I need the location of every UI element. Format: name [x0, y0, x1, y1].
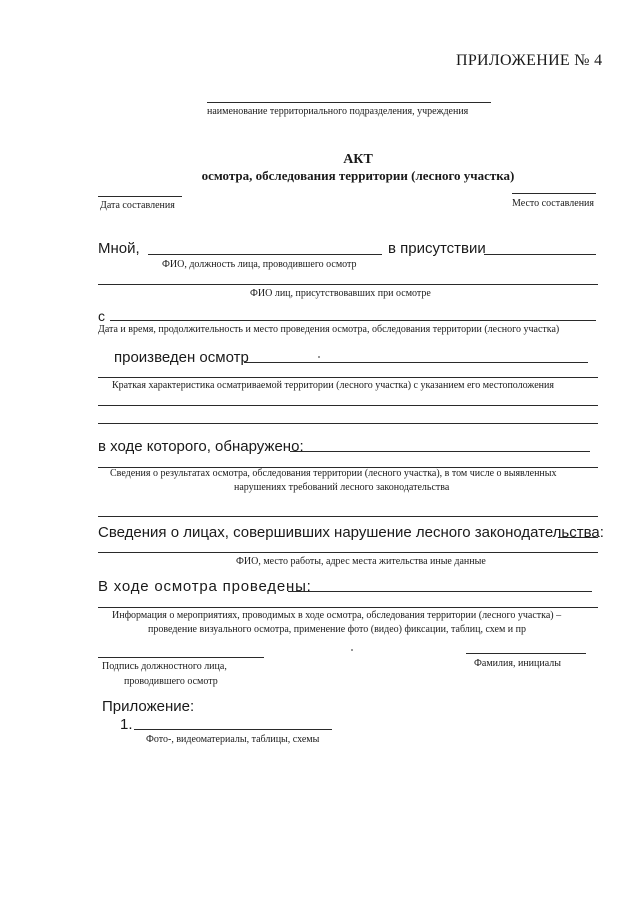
place-line — [512, 193, 596, 194]
from-label: с — [98, 308, 105, 324]
conducted-line-2[interactable] — [98, 607, 598, 608]
violators-caption: ФИО, место работы, адрес места жительства иные данные — [236, 556, 486, 567]
presence-field[interactable] — [484, 254, 596, 255]
signature-field[interactable] — [98, 657, 264, 658]
attendees-caption: ФИО лиц, присутствовавших при осмотре — [250, 288, 431, 299]
doc-title: АКТ — [343, 152, 373, 167]
date-line — [98, 196, 182, 197]
attachment-caption: Фото-, видеоматериалы, таблицы, схемы — [146, 734, 320, 745]
violators-field[interactable] — [558, 537, 598, 538]
scan-speck-2 — [351, 649, 353, 651]
measures-caption-line1: Информация о мероприятиях, проводимых в ходе осмотра, обследования территории (лесного участка) – — [112, 610, 562, 621]
measures-caption-line2: проведение визуального осмотра, применение фото (видео) фиксации, таблиц, схем и пр — [148, 624, 526, 635]
datetime-caption: Дата и время, продолжительность и место проведения осмотра, обследования территории (лесного участка) — [98, 324, 560, 335]
characteristic-line-2[interactable] — [98, 405, 598, 406]
scan-speck — [318, 356, 320, 358]
signature-caption-line2: проводившего осмотр — [124, 676, 218, 687]
signature-caption-line1: Подпись должностного лица, — [102, 661, 227, 672]
name-caption: Фамилия, инициалы — [474, 658, 561, 669]
doc-subtitle: осмотра, обследования территории (лесного участка) — [201, 168, 515, 183]
attachment-field[interactable] — [134, 729, 332, 730]
found-label: в ходе которого, обнаружено: — [98, 438, 304, 455]
attendees-field[interactable] — [98, 284, 598, 285]
results-caption-line2: нарушениях требований лесного законодательства — [234, 482, 450, 493]
performed-label: произведен осмотр — [114, 349, 249, 366]
inspector-caption: ФИО, должность лица, проводившего осмотр — [162, 259, 357, 270]
date-caption: Дата составления — [100, 200, 175, 211]
conducted-label: В ходе осмотра проведены: — [98, 578, 312, 595]
inspector-field[interactable] — [148, 254, 382, 255]
attachment-label: Приложение: — [102, 698, 195, 715]
org-caption: наименование территориального подразделения, учреждения — [207, 106, 469, 117]
found-field[interactable] — [290, 451, 590, 452]
datetime-field[interactable] — [110, 320, 596, 321]
characteristic-field[interactable] — [98, 377, 598, 378]
violators-label: Сведения о лицах, совершивших нарушение лесного законодательства: — [98, 524, 604, 541]
violators-line-2[interactable] — [98, 552, 598, 553]
characteristic-caption: Краткая характеристика осматриваемой территории (лесного участка) с указанием его местоположения — [112, 380, 554, 391]
appendix-number: ПРИЛОЖЕНИЕ № 4 — [456, 52, 603, 69]
performed-field[interactable] — [244, 362, 588, 363]
org-name-line — [207, 102, 491, 103]
violators-top-line[interactable] — [98, 516, 598, 517]
characteristic-line-3[interactable] — [98, 423, 598, 424]
results-caption-line1: Сведения о результатах осмотра, обследования территории (лесного участка), в том числе о выявленных — [110, 468, 557, 479]
place-caption: Место составления — [512, 198, 595, 209]
in-presence-label: в присутствии — [388, 240, 486, 257]
name-field[interactable] — [466, 653, 586, 654]
by-me-label: Мной, — [98, 240, 140, 257]
conducted-field[interactable] — [288, 591, 592, 592]
attachment-item-number: 1. — [120, 716, 133, 733]
